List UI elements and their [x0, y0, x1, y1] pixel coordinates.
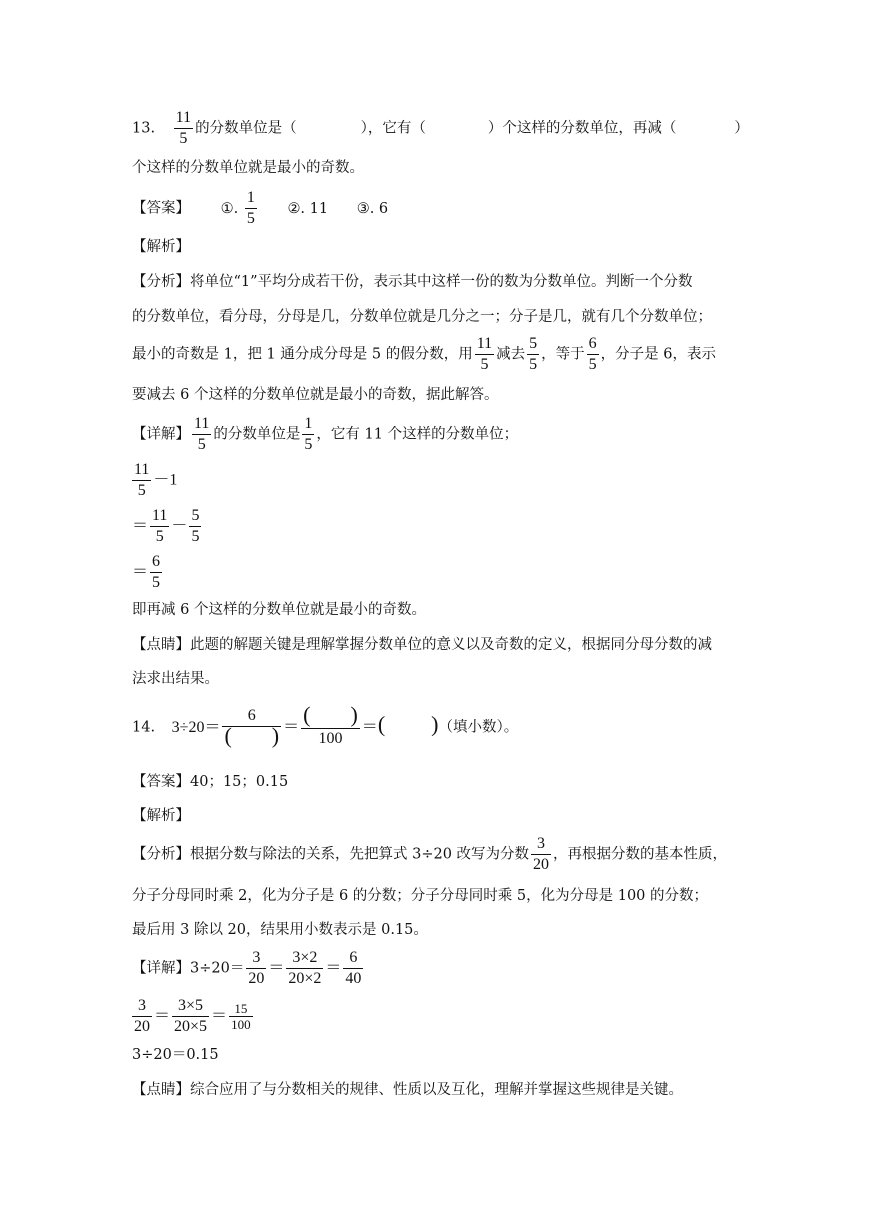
q13-number: 13.: [132, 120, 156, 137]
fraction: $\frac{3}{20}$: [134, 997, 150, 1035]
calc-line-1: $\frac{11}{5}$ －1: [134, 461, 178, 499]
q14-number: 14.: [132, 719, 156, 736]
q13-line1: [132, 108, 749, 149]
fraction: $\frac{11}{5}$: [152, 507, 168, 545]
q14-xiangjie-line1: 【详解】3÷20＝ $\frac{3}{20}$ ＝ $\frac{3\times 2}{20\times 2}$ ＝ $\frac{6}{40}$: [132, 949, 362, 987]
fraction: $\frac{1}{5}$: [304, 415, 313, 453]
q13-fenxi-line3: 最小的奇数是 1，把 1 通分成分母是 5 的假分数，用 $\frac{11}{5}$ 减去 $\frac{5}{5}$ ，等于 $\frac{6}{5}$ ，分子是 6，表示: [132, 335, 716, 373]
answer-item: ②. 11: [287, 200, 329, 217]
q13-text: ）: [734, 120, 749, 137]
fraction: $\frac{11}{5}$: [194, 415, 210, 453]
q13-text: ），它有（: [360, 120, 426, 137]
q13-fenxi: 要减去 6 个这样的分数单位就是最小的奇数，据此解答。: [132, 387, 499, 403]
fraction: $\frac{6}{5}$: [152, 553, 161, 591]
answer-item: ①.: [220, 200, 239, 217]
fraction-with-blank: ( ) 100: [303, 702, 358, 747]
fraction: $\frac{3}{20}$: [533, 835, 550, 873]
q13-text: 的分数单位是（: [195, 120, 297, 137]
fraction: $\frac{6}{5}$: [588, 335, 597, 373]
fraction: $\frac{5}{5}$: [191, 507, 200, 545]
q13-answer: [132, 188, 388, 229]
q13-conclusion: 即再减 6 个这样的分数单位就是最小的奇数。: [132, 602, 426, 618]
calc-line-2: ＝ $\frac{11}{5}$ － $\frac{5}{5}$: [132, 507, 200, 545]
q14-fenxi: 分子分母同时乘 2，化为分子是 6 的分数；分子分母同时乘 5，化为分母是 100 的分数；: [132, 888, 709, 904]
calc-line-3: ＝ $\frac{6}{5}$: [132, 553, 161, 591]
fraction: $\frac{3\times 2}{20\times 2}$: [288, 949, 322, 987]
fraction-with-blank: 6 ( ): [224, 707, 280, 748]
q14-line1: 14. 3÷20＝ 6 ( ) ＝ ( ) 100 ＝( )（填小数）。: [132, 702, 519, 748]
q13-fenxi: 【分析】将单位“1”平均分成若干份，表示其中这样一份的数为分数单位。判断一个分数: [132, 274, 693, 290]
q14-dianjing: 【点睛】综合应用了与分数相关的规律、性质以及互化，理解并掌握这些规律是关键。: [132, 1082, 683, 1098]
fraction: $\frac{3}{20}$: [248, 949, 265, 987]
answer-item: ③. 6: [356, 200, 389, 217]
q14-fenxi-line1: 【分析】根据分数与除法的关系，先把算式 3÷20 改写为分数 $\frac{3}{20}$ ，再根据分数的基本性质，: [132, 835, 728, 873]
answer-fraction: $\frac{1}{5}$: [246, 189, 255, 227]
fraction: $\frac{6}{40}$: [345, 949, 362, 987]
q13-xiangjie: 【详解】 $\frac{11}{5}$ 的分数单位是 $\frac{1}{5}$ ，它有 11 个这样的分数单位；: [132, 415, 519, 453]
fraction: $\frac{5}{5}$: [529, 335, 538, 373]
fraction: $\frac{15}{100}$: [231, 1001, 251, 1032]
fraction: $\frac{3\times 5}{20\times 5}$: [174, 997, 208, 1035]
q14-xiangjie-line2: $\frac{3}{20}$ ＝ $\frac{3\times 5}{20\times 5}$ ＝ $\frac{15}{100}$: [134, 997, 251, 1035]
q13-dianjing: 【点睛】此题的解题关键是理解掌握分数单位的意义以及奇数的定义，根据同分母分数的减: [132, 637, 712, 653]
q14-jiexi: 【解析】: [132, 808, 190, 824]
answer-label: 【答案】: [132, 200, 190, 217]
q13-fraction: $\frac{11}{5}$: [175, 109, 192, 147]
q14-answer: 【答案】40；15；0.15: [132, 774, 289, 790]
q14-fenxi: 最后用 3 除以 20，结果用小数表示是 0.15。: [132, 922, 428, 938]
q13-text: ）个这样的分数单位，再减（: [487, 120, 677, 137]
fraction: $\frac{11}{5}$: [476, 335, 493, 373]
q13-fenxi: 的分数单位，看分母，分母是几，分数单位就是几分之一；分子是几，就有几个分数单位；: [132, 309, 712, 325]
q13-dianjing: 法求出结果。: [132, 671, 219, 687]
fraction: $\frac{11}{5}$: [134, 461, 150, 499]
q14-xiangjie-line3: 3÷20＝0.15: [132, 1047, 219, 1063]
q13-line2: 个这样的分数单位就是最小的奇数。: [132, 160, 364, 176]
q13-jiexi: 【解析】: [132, 239, 190, 255]
